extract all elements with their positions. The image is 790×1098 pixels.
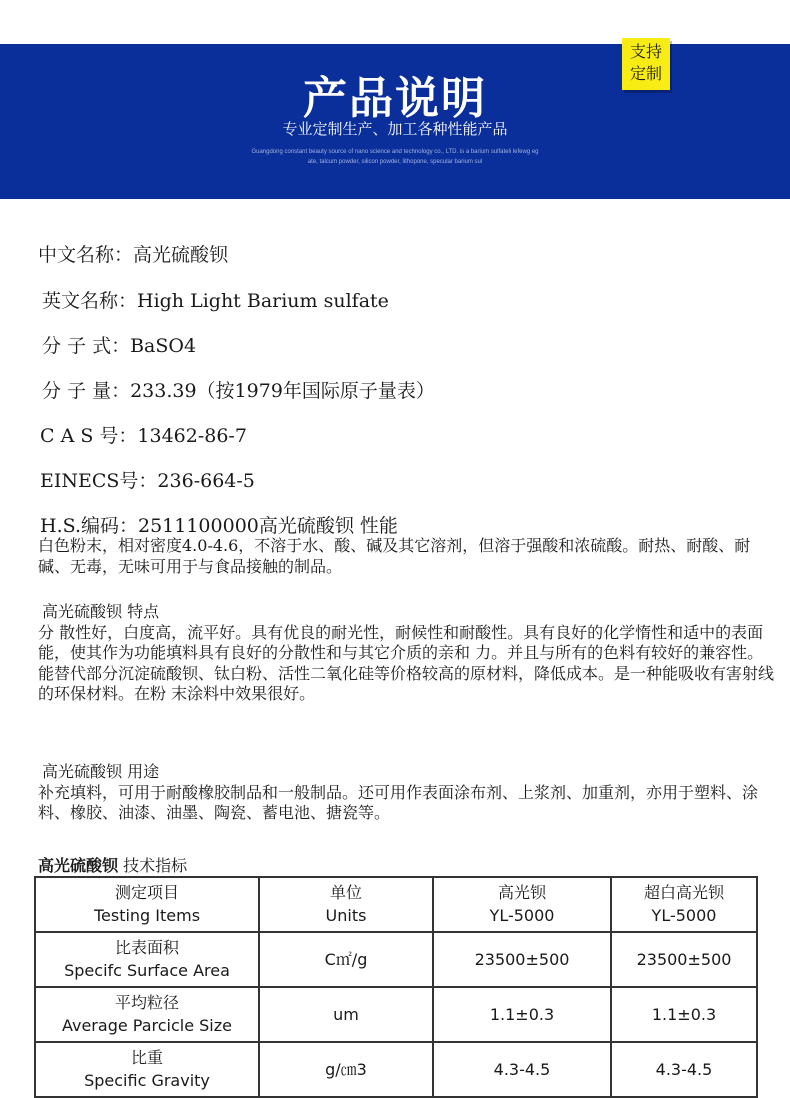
features-paragraph: 分 散性好，白度高，流平好。具有优良的耐光性，耐候性和耐酸性。具有良好的化学惰性和适中的表面能，使其作为功能填料具有良好的分散性和与其它介质的亲和 力。并且与所有的色料有较好的兼容性。能替代部分沉淀硫酸钡、钛白粉、活性二氧化硅等价格较高的原材料，降低成本。是一种能吸收有害射线的环保材料。在粉 末涂料中效果很好。 (38, 622, 775, 703)
header-units: 单位 Units (259, 877, 433, 932)
row-value-2: 1.1±0.3 (611, 987, 757, 1042)
spec-table-title-product: 高光硫酸钡 (38, 856, 119, 875)
badge-line-2: 定制 (629, 64, 662, 83)
row-value-1: 4.3-4.5 (433, 1042, 611, 1097)
banner-company-line-1: Guangdong constant beauty source of nano science and technology co., LTD. is a barium sulfateli lefewg eg (251, 149, 539, 155)
banner-title: 产品说明 (303, 73, 487, 124)
spec-table-title-suffix: 技术指标 (118, 856, 188, 875)
uses-paragraph: 补充填料，可用于耐酸橡胶制品和一般制品。还可用作表面涂布剂、上浆剂、加重剂，亦用于塑料、涂料、橡胶、油漆、油墨、陶瓷、蓄电池、搪瓷等。 (38, 782, 759, 822)
table-row (35, 1042, 757, 1097)
row-value-1: 1.1±0.3 (433, 987, 611, 1042)
field-english-name: 英文名称：High Light Barium sulfate (42, 290, 389, 312)
banner-subtitle: 专业定制生产、加工各种性能产品 (282, 120, 508, 138)
field-formula: 分 子 式：BaSO4 (42, 335, 197, 357)
banner-company-text (190, 147, 600, 167)
row-item: 比重 Specific Gravity (35, 1042, 259, 1097)
header-product-1: 高光钡 YL-5000 (433, 877, 611, 932)
features-section (38, 602, 778, 705)
header-testing-items: 测定项目 Testing Items (35, 877, 259, 932)
table-row (35, 932, 757, 987)
uses-section (38, 762, 778, 824)
spec-table (34, 876, 758, 1098)
performance-paragraph: 白色粉末，相对密度4.0-4.6，不溶于水、酸、碱及其它溶剂，但溶于强酸和浓硫酸。耐热、耐酸、耐碱、无毒，无味可用于与食品接触的制品。 (38, 536, 751, 576)
table-row (35, 987, 757, 1042)
row-unit: um (259, 987, 433, 1042)
row-unit: C㎡/g (259, 932, 433, 987)
row-unit: g/㎝3 (259, 1042, 433, 1097)
field-chinese-name: 中文名称：高光硫酸钡 (38, 244, 229, 266)
row-item: 比表面积 Specifc Surface Area (35, 932, 259, 987)
header-banner (0, 44, 790, 199)
banner-company-line-2: ate, talcum powder, silicon powder, lithopone, specular barium sul (307, 159, 483, 165)
field-einecs-number: EINECS号：236-664-5 (40, 470, 255, 492)
badge-line-1: 支持 (629, 42, 662, 61)
table-header-row (35, 877, 757, 932)
row-value-2: 4.3-4.5 (611, 1042, 757, 1097)
row-value-1: 23500±500 (433, 932, 611, 987)
header-product-2: 超白高光钡 YL-5000 (611, 877, 757, 932)
spec-table-title (38, 853, 187, 876)
features-heading: 高光硫酸钡 特点 (42, 602, 160, 621)
field-hs-code: H.S.编码：2511100000高光硫酸钡 性能 (40, 515, 398, 537)
field-molecular-weight: 分 子 量：233.39（按1979年国际原子量表） (42, 380, 435, 402)
custom-support-badge (622, 38, 670, 90)
uses-heading: 高光硫酸钡 用途 (42, 762, 160, 781)
row-item: 平均粒径 Average Parcicle Size (35, 987, 259, 1042)
field-cas-number: C A S 号：13462-86-7 (40, 425, 247, 447)
row-value-2: 23500±500 (611, 932, 757, 987)
